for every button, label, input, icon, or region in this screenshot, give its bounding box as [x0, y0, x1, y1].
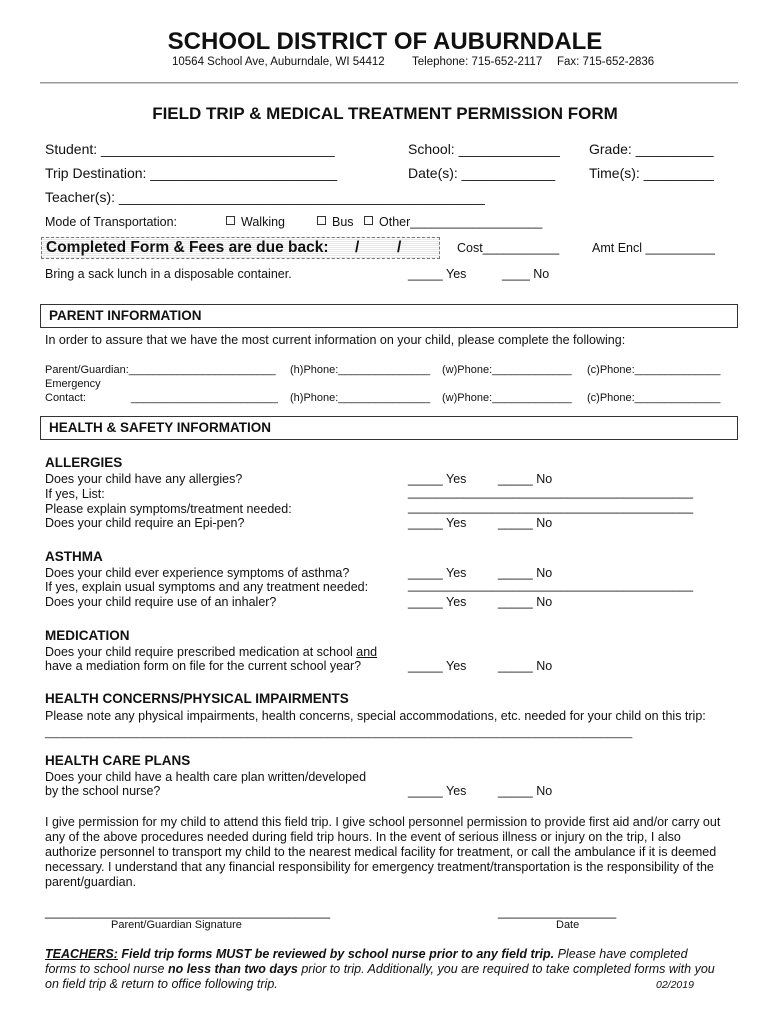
bus-option[interactable]: Bus [317, 215, 354, 229]
plans-q1: Does your child have a health care plan written/developed [45, 770, 367, 784]
guardian-cphone[interactable]: (c)Phone:______________ [587, 364, 721, 376]
medication-yes[interactable]: _____ Yes [408, 659, 467, 673]
district-address: 10564 School Ave, Auburndale, WI 54412 [172, 56, 385, 68]
epipen-yes[interactable]: _____ Yes [408, 516, 467, 530]
district-telephone: Telephone: 715-652-2117 [412, 56, 543, 68]
allergies-list-line[interactable]: _________________________________________ [408, 485, 694, 499]
sack-lunch-yes[interactable]: _____ Yes [408, 267, 467, 281]
allergies-q2: If yes, List: [45, 487, 105, 501]
emergency-label-1: Emergency [45, 378, 101, 390]
allergies-q4: Does your child require an Epi-pen? [45, 516, 245, 530]
date-label: Date [556, 919, 580, 931]
due-back-label: Completed Form & Fees are due back: [46, 239, 329, 256]
plans-heading: HEALTH CARE PLANS [45, 753, 191, 768]
other-option[interactable]: Other___________________ [364, 215, 542, 229]
allergies-q3: Please explain symptoms/treatment needed: [45, 502, 292, 516]
bus-checkbox[interactable] [317, 216, 326, 225]
concerns-text: Please note any physical impairments, health concerns, special accommodations, etc. needed for your child on this trip: [45, 709, 706, 723]
student-field[interactable]: Student: ______________________________ [45, 141, 335, 157]
due-slash-2: / [397, 239, 402, 256]
permission-line-4: necessary. I understand that any financial responsibility for emergency treatment/transportation is the responsibility of the [45, 860, 714, 874]
health-safety-section [40, 416, 738, 440]
date-line[interactable]: _________________ [498, 905, 617, 919]
trip-destination-field[interactable]: Trip Destination: ________________________ [45, 165, 338, 181]
header-divider [40, 82, 738, 84]
parent-info-intro: In order to assure that we have the most current information on your child, please complete the following: [45, 333, 626, 347]
form-title: FIELD TRIP & MEDICAL TREATMENT PERMISSION FORM [152, 104, 618, 123]
epipen-no[interactable]: _____ No [498, 516, 553, 530]
guardian-hphone[interactable]: (h)Phone:_______________ [290, 364, 431, 376]
medication-q2: have a mediation form on file for the current school year? [45, 659, 362, 673]
signature-label: Parent/Guardian Signature [111, 919, 242, 931]
allergies-symptoms-line[interactable]: _________________________________________ [408, 500, 694, 514]
parent-info-heading: PARENT INFORMATION [49, 308, 202, 323]
health-safety-heading: HEALTH & SAFETY INFORMATION [49, 420, 271, 435]
medication-heading: MEDICATION [45, 628, 130, 643]
revision-date: 02/2019 [656, 979, 694, 991]
walking-checkbox[interactable] [226, 216, 235, 225]
medication-no[interactable]: _____ No [498, 659, 553, 673]
cost-field[interactable]: Cost___________ [457, 241, 560, 255]
teachers-field[interactable]: Teacher(s): _______________________________________________ [45, 189, 485, 205]
other-checkbox[interactable] [364, 216, 373, 225]
permission-line-2: any of the above procedures needed during field trip hours. In the event of serious illness or injury on the trip, I also [45, 830, 681, 844]
concerns-heading: HEALTH CONCERNS/PHYSICAL IMPAIRMENTS [45, 691, 349, 706]
asthma-q1-no[interactable]: _____ No [498, 566, 553, 580]
teachers-note-line-1: TEACHERS: Field trip forms MUST be reviewed by school nurse prior to any field trip. Please have completed [45, 947, 688, 961]
emergency-label-2: Contact: [45, 392, 86, 404]
district-fax: Fax: 715-652-2836 [557, 56, 655, 68]
plans-yes[interactable]: _____ Yes [408, 784, 467, 798]
times-field[interactable]: Time(s): _________ [589, 165, 714, 181]
plans-q2: by the school nurse? [45, 784, 161, 798]
amt-encl-field[interactable]: Amt Encl __________ [592, 241, 716, 255]
permission-line-3: authorize personnel to transport my child to the nearest medical facility for treatment, or call the ambulance if it is deemed [45, 845, 717, 859]
emergency-cphone[interactable]: (c)Phone:______________ [587, 392, 721, 404]
inhaler-yes[interactable]: _____ Yes [408, 595, 467, 609]
sack-lunch-no[interactable]: ____ No [502, 267, 550, 281]
teachers-note-line-3: on field trip & return to office following trip. [45, 977, 278, 991]
walking-option[interactable]: Walking [226, 215, 285, 229]
parent-info-section [40, 304, 738, 328]
asthma-q1-yes[interactable]: _____ Yes [408, 566, 467, 580]
allergies-q1-no[interactable]: _____ No [498, 472, 553, 486]
sack-lunch-note: Bring a sack lunch in a disposable container. [45, 267, 292, 281]
emergency-hphone[interactable]: (h)Phone:_______________ [290, 392, 431, 404]
allergies-heading: ALLERGIES [45, 455, 123, 470]
transport-label: Mode of Transportation: [45, 215, 178, 229]
asthma-explain-line[interactable]: _________________________________________ [408, 578, 694, 592]
teachers-note-line-2: forms to school nurse no less than two days prior to trip. Additionally, you are required to take completed forms with you [45, 962, 715, 976]
school-field[interactable]: School: _____________ [408, 141, 560, 157]
permission-line-1: I give permission for my child to attend this field trip. I give school personnel permission to provide first aid and/or carry out [45, 815, 721, 829]
emergency-field[interactable]: ________________________ [131, 392, 278, 404]
guardian-field[interactable]: Parent/Guardian:________________________ [45, 364, 276, 376]
asthma-q3: Does your child require use of an inhaler? [45, 595, 277, 609]
asthma-q1: Does your child ever experience symptoms of asthma? [45, 566, 350, 580]
concerns-line[interactable]: ________________________________________________________________________________________________ [45, 727, 633, 739]
plans-no[interactable]: _____ No [498, 784, 553, 798]
asthma-heading: ASTHMA [45, 549, 103, 564]
grade-field[interactable]: Grade: __________ [589, 141, 714, 157]
allergies-q1-yes[interactable]: _____ Yes [408, 472, 467, 486]
due-slash-1: / [355, 239, 360, 256]
asthma-q2: If yes, explain usual symptoms and any treatment needed: [45, 580, 369, 594]
guardian-wphone[interactable]: (w)Phone:_____________ [442, 364, 572, 376]
inhaler-no[interactable]: _____ No [498, 595, 553, 609]
dates-field[interactable]: Date(s): ____________ [408, 165, 556, 181]
medication-q1: Does your child require prescribed medication at school and [45, 645, 378, 659]
permission-line-5: parent/guardian. [45, 875, 137, 889]
allergies-q1: Does your child have any allergies? [45, 472, 243, 486]
emergency-wphone[interactable]: (w)Phone:_____________ [442, 392, 572, 404]
district-title: SCHOOL DISTRICT OF AUBURNDALE [167, 28, 603, 55]
signature-line[interactable]: _________________________________________ [45, 905, 331, 919]
